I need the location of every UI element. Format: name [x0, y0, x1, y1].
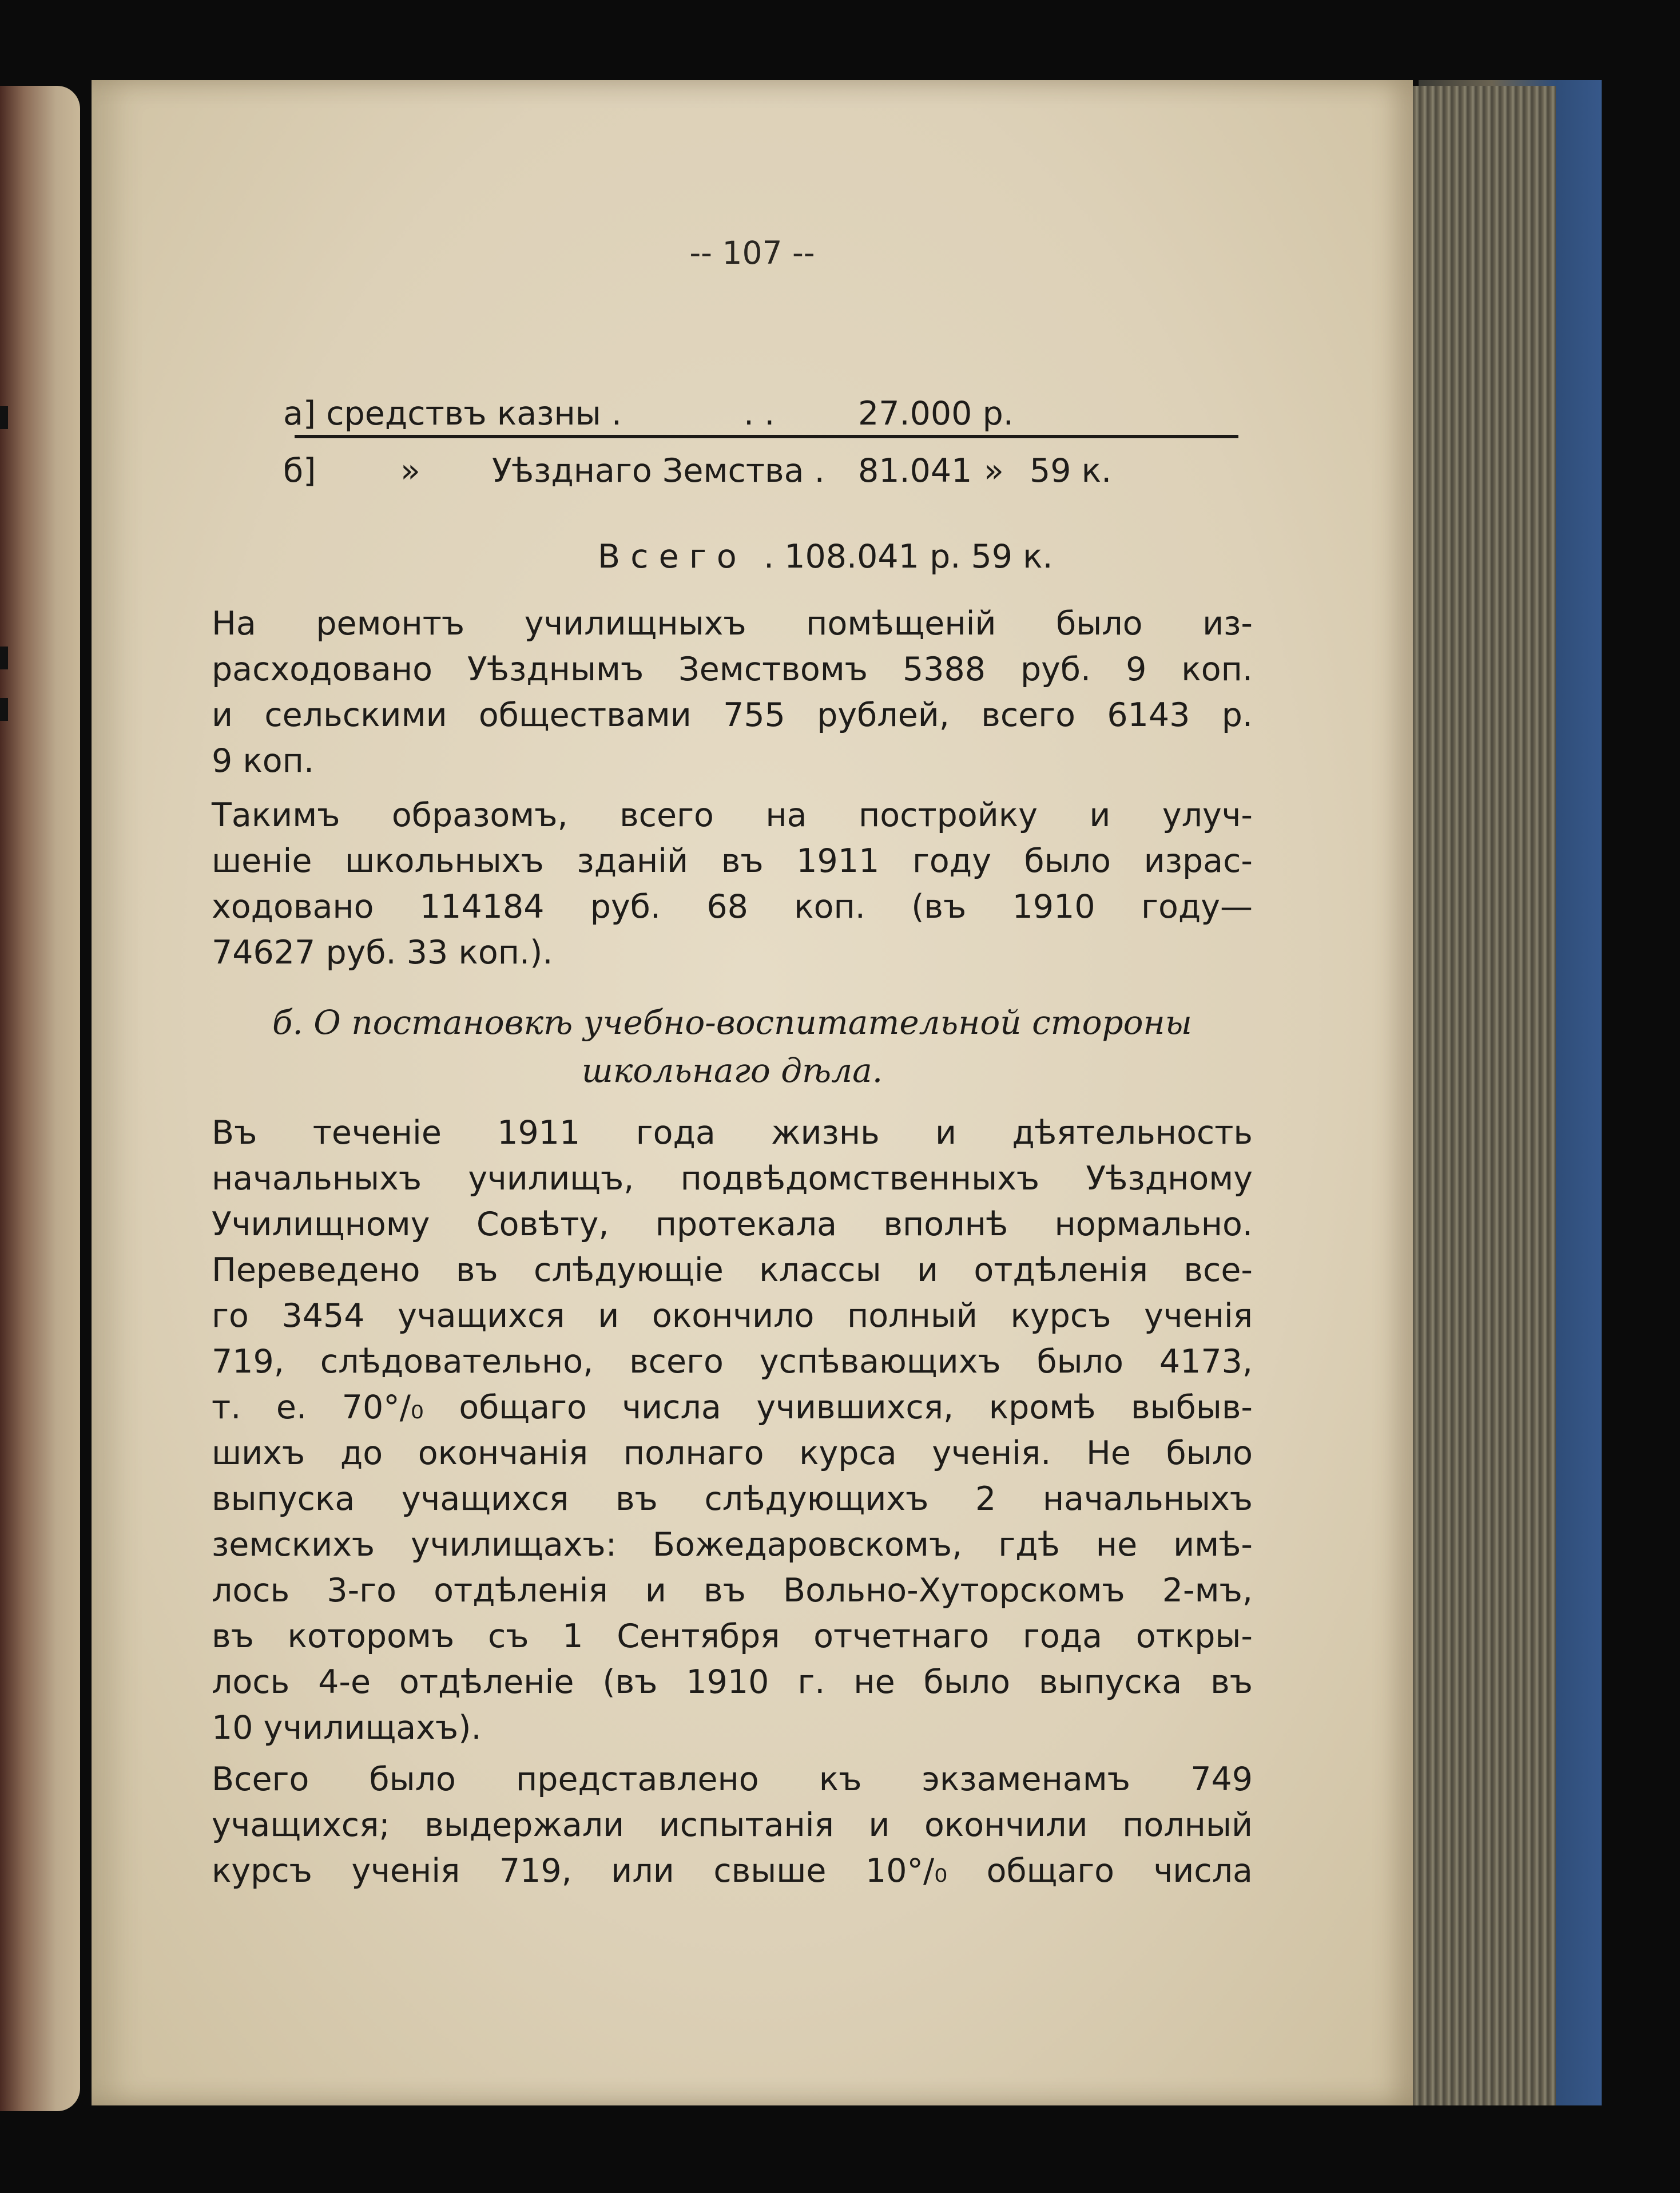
row-a-label: а] средствъ казны .: [283, 395, 622, 433]
table-row-a: [92, 395, 1133, 441]
text-line: расходовано Уѣзднымъ Земствомъ 5388 руб. 9 коп.: [212, 651, 1253, 688]
row-b-value: 81.041: [858, 452, 972, 490]
row-b-label: б]: [283, 452, 316, 490]
page-edges: [1396, 86, 1556, 2105]
text-line: шихъ до окончанія полнаго курса ученія. Не было: [212, 1434, 1253, 1472]
table-row-b: [92, 452, 1133, 498]
text-line: шеніе школьныхъ зданій въ 1911 году было израс-: [212, 842, 1253, 880]
page-mark: [0, 698, 8, 721]
text-line: 9 коп.: [212, 742, 315, 780]
text-line: Училищному Совѣту, протекала вполнѣ нормально.: [212, 1205, 1253, 1243]
text-line: земскихъ училищахъ: Божедаровскомъ, гдѣ не имѣ-: [212, 1526, 1253, 1564]
page-number: -- 107 --: [689, 235, 815, 271]
row-b-ditto: »: [400, 452, 420, 490]
text-line: 719, слѣдовательно, всего успѣвающихъ было 4173,: [212, 1343, 1253, 1381]
text-line: 74627 руб. 33 коп.).: [212, 934, 553, 971]
paragraph-repair: [212, 601, 1253, 784]
total-value: . 108.041 р. 59 к.: [764, 538, 1053, 576]
page-mark: [0, 647, 8, 669]
previous-page-edge: [0, 86, 80, 2111]
text-line: Переведено въ слѣдующіе классы и отдѣленія все-: [212, 1251, 1253, 1289]
text-line: лось 3-го отдѣленія и въ Вольно-Хуторскомъ 2-мъ,: [212, 1572, 1253, 1609]
total-rule: [295, 435, 1238, 438]
heading-line-2: школьнаго дѣла.: [581, 1051, 883, 1090]
text-line: Всего было представлено къ экзаменамъ 749: [212, 1760, 1253, 1798]
heading-line-1: б. О постановкѣ учебно-воспитательной стороны: [272, 1003, 1192, 1042]
table-row-total: [92, 538, 1133, 584]
paragraph-school-life: [212, 1110, 1253, 1751]
total-label: В с е г о: [598, 538, 737, 576]
row-a-dots: . .: [744, 395, 775, 433]
text-line: курсъ ученія 719, или свыше 10°/₀ общаго числа: [212, 1852, 1253, 1890]
text-line: 10 училищахъ).: [212, 1709, 482, 1747]
text-line: въ которомъ съ 1 Сентября отчетнаго года откры-: [212, 1617, 1253, 1655]
paragraph-total-spending: [212, 792, 1253, 975]
text-line: Въ теченіе 1911 года жизнь и дѣятельность: [212, 1114, 1253, 1152]
page-mark: [0, 406, 8, 429]
text-line: Такимъ образомъ, всего на постройку и улуч-: [212, 796, 1253, 834]
row-a-value: 27.000 р.: [858, 395, 1014, 433]
text-line: лось 4-е отдѣленіе (въ 1910 г. не было выпуска въ: [212, 1663, 1253, 1701]
text-line: и сельскими обществами 755 рублей, всего 6143 р.: [212, 696, 1253, 734]
text-line: учащихся; выдержали испытанія и окончили полный: [212, 1806, 1253, 1844]
text-line: На ремонтъ училищныхъ помѣщеній было из-: [212, 605, 1253, 643]
row-b-name: Уѣзднаго Земства .: [492, 452, 825, 490]
text-line: го 3454 учащихся и окончило полный курсъ ученія: [212, 1297, 1253, 1335]
text-line: выпуска учащихся въ слѣдующихъ 2 начальныхъ: [212, 1480, 1253, 1518]
paragraph-exams: [212, 1756, 1253, 1894]
text-line: начальныхъ училищъ, подвѣдомственныхъ Уѣздному: [212, 1160, 1253, 1197]
text-line: т. е. 70°/₀ общаго числа учившихся, кромѣ выбыв-: [212, 1389, 1253, 1426]
text-line: ходовано 114184 руб. 68 коп. (въ 1910 году—: [212, 888, 1253, 926]
row-b-kop: 59 к.: [1030, 452, 1112, 490]
section-heading: [212, 998, 1253, 1094]
row-b-ditto2: »: [984, 452, 1004, 490]
book-page: [92, 80, 1413, 2105]
